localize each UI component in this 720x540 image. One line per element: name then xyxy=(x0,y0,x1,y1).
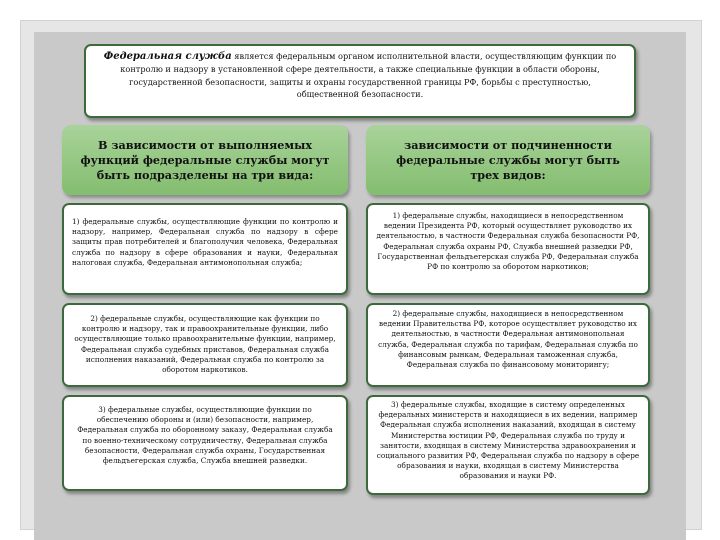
definition-term: Федеральная служба xyxy=(103,51,232,62)
left-item-2: 2) федеральные службы, осуществляющие как функции по контролю и надзору, так и правоохранительные функции, либо осуществляющие только правоохранительные функции, например, Федеральная служба судебных приставов, Федеральная служба исполнения наказаний, Федеральная служба по контролю за оборотом наркотиков. xyxy=(62,303,348,387)
definition-box xyxy=(84,44,636,118)
left-item-3: 3) федеральные службы, осуществляющие функции по обеспечению обороны и (или) безопасности, например, Федеральная служба по оборонному заказу, Федеральная служба по военно-техническому сотрудничеству, Федеральная служба безопасности, Федеральная служба охраны, Государственная фельдъегерская служба, Служба внешней разведки. xyxy=(62,395,348,491)
left-item-1: 1) федеральные службы, осуществляющие функции по контролю и надзору, например, Федеральная служба по надзору в сфере защиты прав потребителей и благополучия человека, Федеральная служба по надзору в сфере образования и науки, Федеральная налоговая служба, Федеральная антимонопольная служба; xyxy=(62,203,348,295)
right-item-3: 3) федеральные службы, входящие в систему определенных федеральных министерств и находящиеся в их ведении, например Федеральная служба исполнения наказаний, входящая в систему Министерства юстиции РФ, Федеральная служба по труду и занятости, входящая в систему Министерства здравоохранения и социального развития РФ, Федеральная служба по надзору в сфере образования и науки, входящая в систему Министерства образования и науки РФ. xyxy=(366,395,650,495)
right-column-header xyxy=(366,125,650,195)
right-item-1: 1) федеральные службы, находящиеся в непосредственном ведении Президента РФ, который осуществляет руководство их деятельностью, в частности Федеральная служба безопасности РФ, Федеральная служба охраны РФ, Служба внешней разведки РФ, Государственная фельдъегерская служба РФ, Федеральная служба РФ по контролю за оборотом наркотиков; xyxy=(366,203,650,295)
left-header-text: В зависимости от выполняемых функций федеральные службы могут быть подразделены на три вида: xyxy=(80,137,330,182)
right-item-2: 2) федеральные службы, находящиеся в непосредственном ведении Правительства РФ, которое осуществляет руководство их деятельностью, в частности Федеральная антимонопольная служба, Федеральная служба по тарифам, Федеральная служба по финансовым рынкам, Федеральная таможенная служба, Федеральная служба по финансовому мониторингу; xyxy=(366,303,650,387)
definition-text: является федеральным органом исполнительной власти, осуществляющим функции по контролю и надзору в установленной сфере деятельности, а также специальные функции в области обороны, государственной безопасности, защиты и охраны государственной границы РФ, борьбы с преступностью, общественной безопасности. xyxy=(120,51,617,100)
right-header-text: зависимости от подчиненности федеральные службы могут быть трех видов: xyxy=(396,137,620,182)
left-column-header xyxy=(62,125,348,195)
